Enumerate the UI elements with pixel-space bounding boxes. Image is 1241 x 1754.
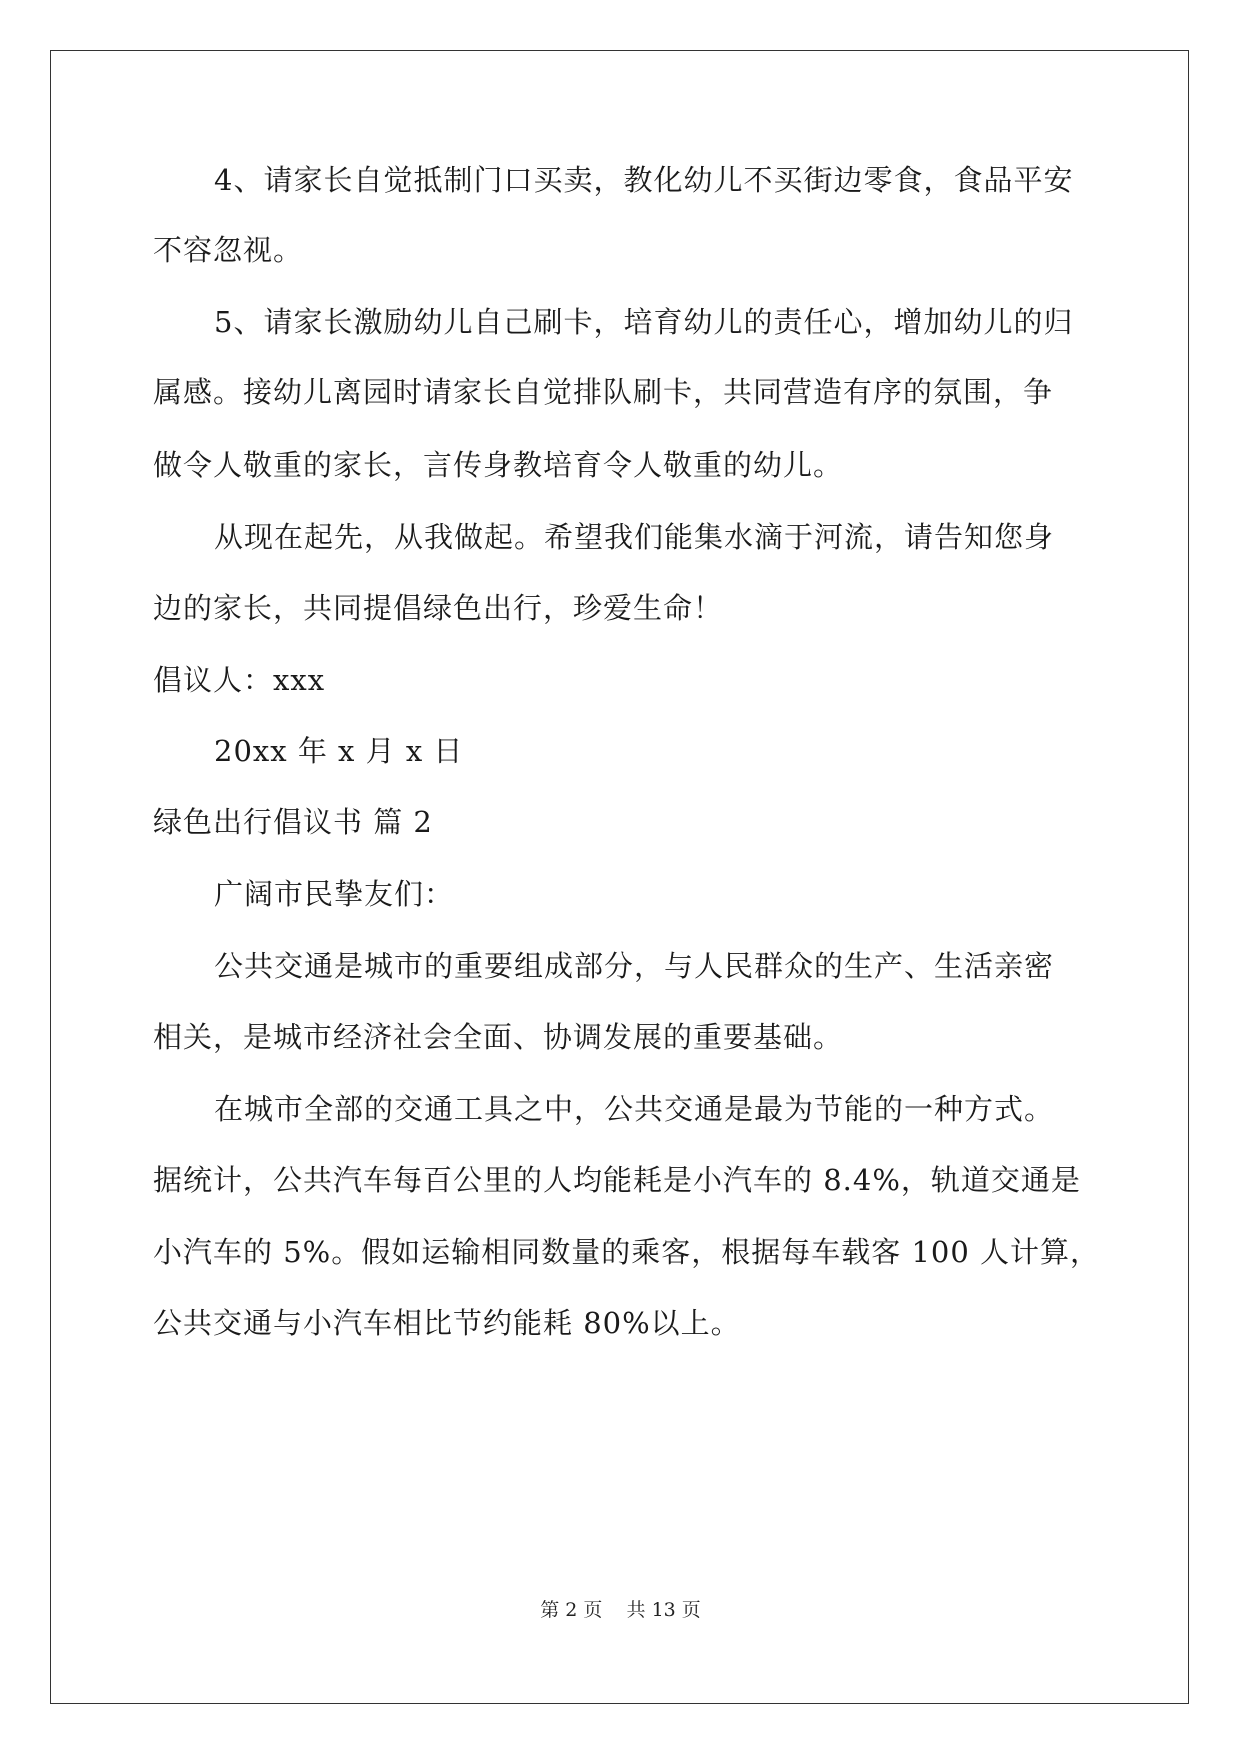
paragraph-line: 4、请家长自觉抵制门口买卖，教化幼儿不买街边零食，食品平安 — [214, 163, 1074, 197]
paragraph-line: 在城市全部的交通工具之中，公共交通是最为节能的一种方式。 — [214, 1092, 1055, 1126]
signatory-line: 倡议人：xxx — [153, 663, 326, 697]
paragraph-line: 公共交通与小汽车相比节约能耗 80%以上。 — [153, 1306, 741, 1340]
page-number-label: 第 2 页 共 13 页 — [540, 1599, 701, 1621]
page-footer — [0, 1598, 1241, 1622]
paragraph-line: 做令人敬重的家长，言传身教培育令人敬重的幼儿。 — [153, 448, 844, 482]
paragraph-line: 据统计，公共汽车每百公里的人均能耗是小汽车的 8.4%，轨道交通是 — [153, 1163, 1081, 1197]
salutation-line: 广阔市民挚友们： — [214, 877, 455, 911]
paragraph-line: 5、请家长激励幼儿自己刷卡，培育幼儿的责任心，增加幼儿的归 — [214, 305, 1074, 339]
paragraph-line: 边的家长，共同提倡绿色出行，珍爱生命！ — [153, 591, 724, 625]
paragraph-line: 小汽车的 5%。假如运输相同数量的乘客，根据每车载客 100 人计算， — [153, 1235, 1101, 1269]
section-heading: 绿色出行倡议书 篇 2 — [153, 805, 433, 839]
paragraph-line: 属感。接幼儿离园时请家长自觉排队刷卡，共同营造有序的氛围，争 — [153, 375, 1054, 409]
paragraph-line: 不容忽视。 — [153, 233, 304, 267]
paragraph-line: 从现在起先，从我做起。希望我们能集水滴于河流，请告知您身 — [214, 520, 1055, 554]
paragraph-line: 相关，是城市经济社会全面、协调发展的重要基础。 — [153, 1020, 844, 1054]
paragraph-line: 公共交通是城市的重要组成部分，与人民群众的生产、生活亲密 — [214, 949, 1055, 983]
date-line: 20xx 年 x 月 x 日 — [214, 734, 464, 768]
